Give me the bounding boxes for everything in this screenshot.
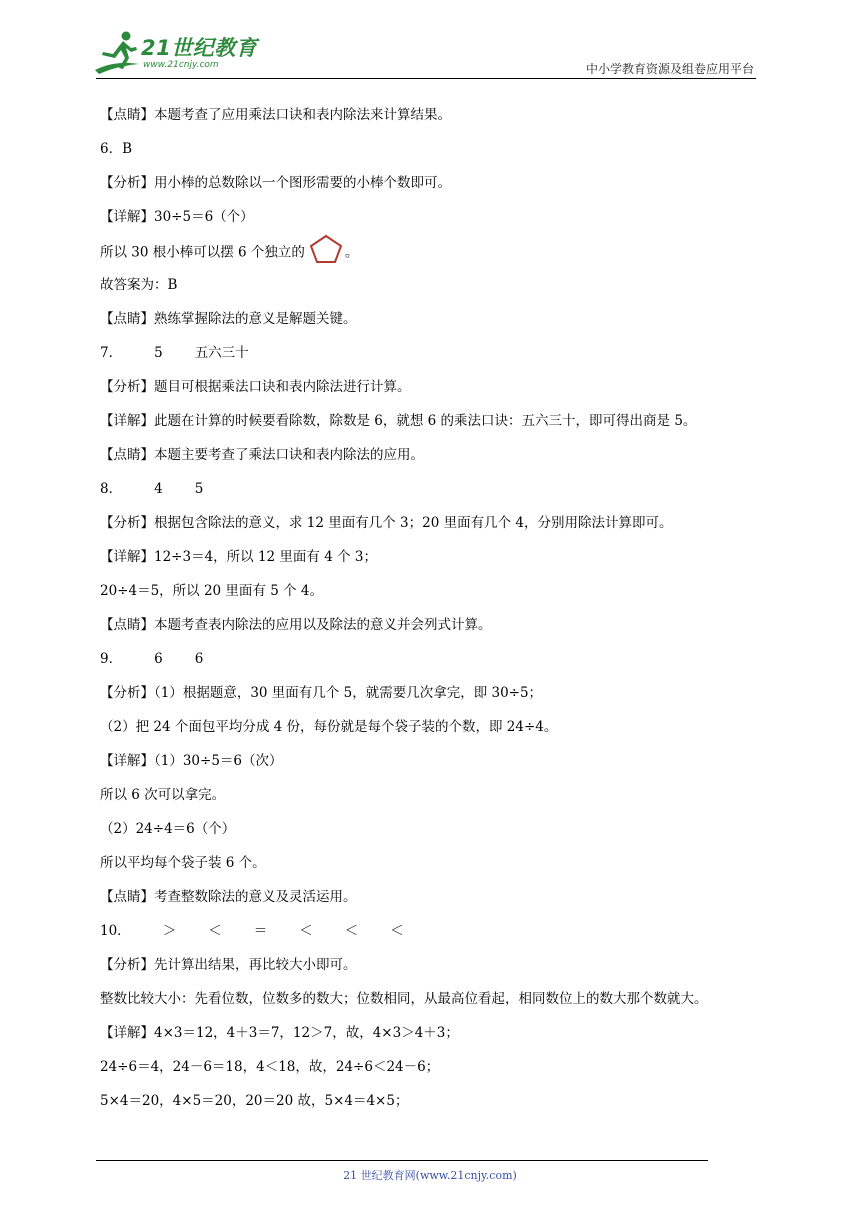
text-line	[100, 480, 780, 514]
text-line	[100, 378, 780, 412]
text-line	[100, 1024, 780, 1058]
text-line	[100, 1058, 780, 1092]
pentagon-icon	[309, 234, 343, 264]
line-text: 【点睛】本题考查了应用乘法口诀和表内除法来计算结果。	[100, 107, 451, 123]
text-line	[100, 208, 780, 242]
text-line	[100, 276, 780, 310]
question-number: 9．	[100, 651, 123, 667]
line-text: 24÷6＝4，24－6＝18，4＜18，故，24÷6＜24－6；	[100, 1059, 440, 1075]
answer-value: ＜	[390, 923, 404, 939]
line-text-suffix: 。	[344, 244, 359, 261]
text-line	[100, 310, 780, 344]
text-line	[100, 752, 780, 786]
line-text: 所以平均每个袋子装 6 个。	[100, 855, 266, 871]
line-text: 【点睛】考查整数除法的意义及灵活运用。	[100, 889, 357, 905]
text-line	[100, 956, 780, 990]
answer-value: 5	[194, 481, 204, 497]
answer-value: 4	[154, 481, 163, 497]
text-line	[100, 922, 780, 956]
runner-logo-icon	[93, 30, 141, 76]
line-text: 【分析】先计算出结果，再比较大小即可。	[100, 957, 357, 973]
line-text: 故答案为：B	[100, 277, 178, 293]
line-text: 所以 30 根小棒可以摆 6 个独立的	[100, 244, 305, 261]
answer-value: 5	[154, 345, 163, 361]
document-body	[100, 106, 780, 1126]
text-line	[100, 718, 780, 752]
text-line	[100, 242, 780, 276]
line-text: 20÷4＝5，所以 20 里面有 5 个 4。	[100, 583, 323, 599]
text-line	[100, 412, 780, 446]
text-line	[100, 106, 780, 140]
text-line	[100, 786, 780, 820]
text-line	[100, 990, 780, 1024]
text-line	[100, 888, 780, 922]
header-divider	[96, 78, 756, 79]
line-text: 【分析】用小棒的总数除以一个图形需要的小棒个数即可。	[100, 175, 451, 191]
line-text: （2）24÷4＝6（个）	[100, 821, 236, 837]
line-text: 【详解】（1）30÷5＝6（次）	[100, 753, 283, 769]
text-line	[100, 514, 780, 548]
line-text: （2）把 24 个面包平均分成 4 份，每份就是每个袋子装的个数，即 24÷4。	[100, 719, 558, 735]
line-text: 6．B	[100, 141, 133, 157]
text-line	[100, 548, 780, 582]
text-line	[100, 140, 780, 174]
line-text: 【点睛】熟练掌握除法的意义是解题关键。	[100, 311, 357, 327]
text-line	[100, 854, 780, 888]
question-number: 8．	[100, 481, 123, 497]
line-text: 【分析】根据包含除法的意义，求 12 里面有几个 3；20 里面有几个 4，分别用除法计算即可。	[100, 515, 673, 531]
text-line	[100, 684, 780, 718]
footer-divider	[96, 1160, 708, 1161]
question-number: 10．	[100, 923, 131, 939]
line-text: 【点睛】本题考查表内除法的应用以及除法的意义并会列式计算。	[100, 617, 492, 633]
line-text: 【点睛】本题主要考查了乘法口诀和表内除法的应用。	[100, 447, 424, 463]
text-line	[100, 616, 780, 650]
answer-value: ＜	[299, 923, 313, 939]
line-text: 【详解】4×3＝12，4＋3＝7，12＞7，故，4×3＞4＋3；	[100, 1025, 459, 1041]
logo-url: www.21cnjy.com	[143, 60, 219, 70]
text-line	[100, 820, 780, 854]
text-line	[100, 344, 780, 378]
answer-value: ＜	[344, 923, 359, 939]
text-line	[100, 1092, 780, 1126]
answer-value: ＞	[162, 923, 177, 939]
footer-text: 21 世纪教育网(www.21cnjy.com)	[343, 1169, 517, 1182]
line-text: 整数比较大小：先看位数，位数多的数大；位数相同，从最高位看起，相同数位上的数大那个数就大。	[100, 991, 708, 1007]
answer-value: ＝	[253, 923, 268, 939]
question-number: 7．	[100, 345, 123, 361]
line-text: 【分析】题目可根据乘法口诀和表内除法进行计算。	[100, 379, 411, 395]
line-text: 【详解】30÷5＝6（个）	[100, 209, 254, 225]
logo-name: 21世纪教育	[141, 36, 258, 60]
line-text: 【详解】12÷3＝4，所以 12 里面有 4 个 3；	[100, 549, 377, 565]
text-line	[100, 582, 780, 616]
page-header	[0, 0, 860, 80]
line-text: 【详解】此题在计算的时候要看除数，除数是 6，就想 6 的乘法口诀：五六三十，即可得出商是 5。	[100, 413, 697, 429]
line-text: 【分析】（1）根据题意，30 里面有几个 5，就需要几次拿完，即 30÷5；	[100, 685, 543, 701]
header-platform-text: 中小学教育资源及组卷应用平台	[585, 62, 754, 76]
text-line	[100, 446, 780, 480]
answer-value: 6	[154, 651, 163, 667]
answer-value: ＜	[208, 923, 222, 939]
line-text: 5×4＝20，4×5＝20，20＝20 故，5×4＝4×5；	[100, 1093, 409, 1109]
answer-value: 五六三十	[194, 345, 249, 361]
text-line	[100, 650, 780, 684]
line-text: 所以 6 次可以拿完。	[100, 787, 226, 803]
answer-value: 6	[194, 651, 204, 667]
text-line	[100, 174, 780, 208]
logo	[93, 30, 268, 78]
